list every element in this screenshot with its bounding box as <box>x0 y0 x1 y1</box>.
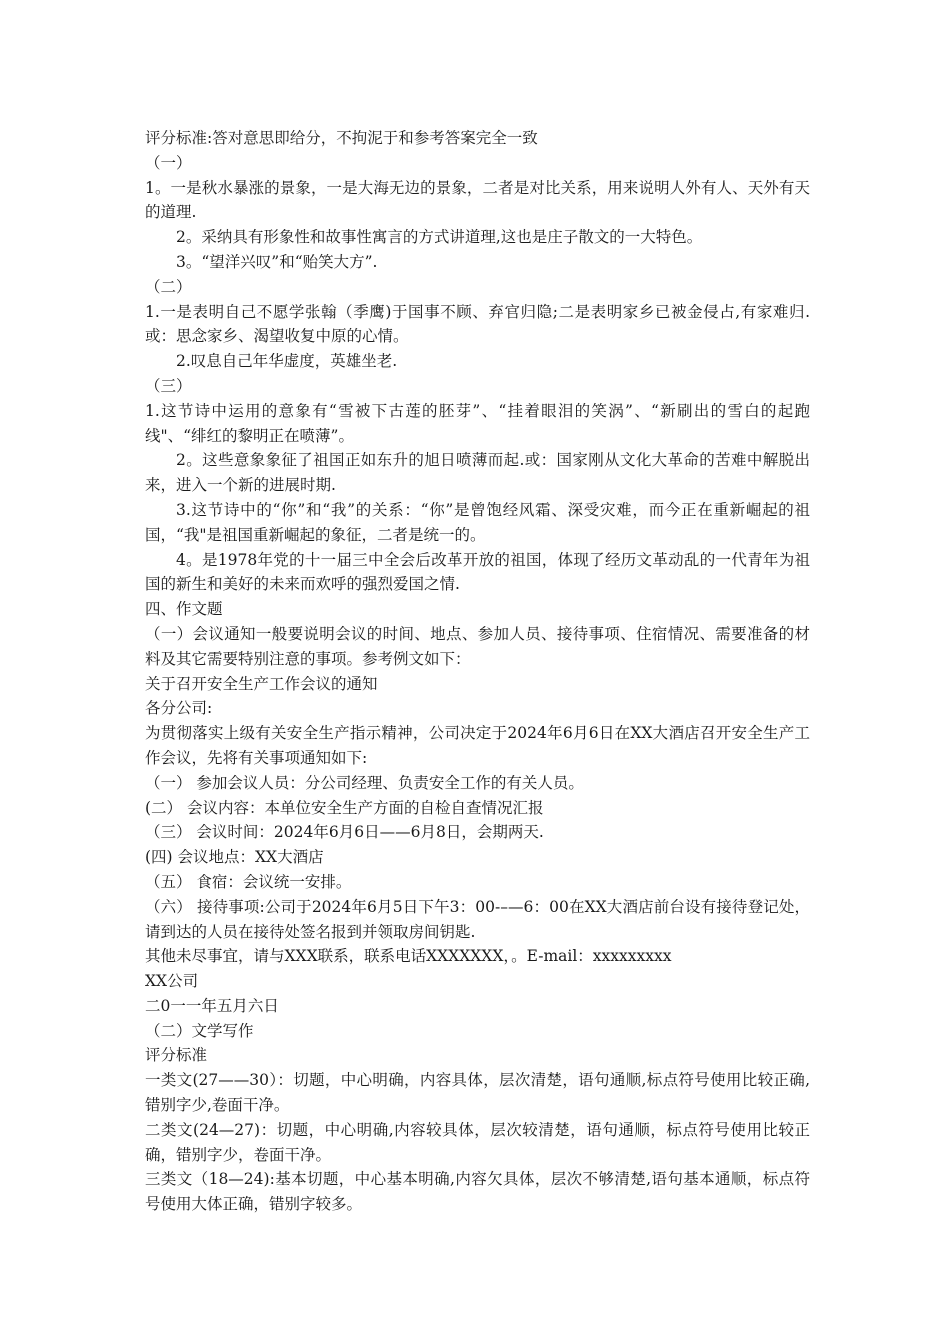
notice-intro: 为贯彻落实上级有关安全生产指示精神，公司决定于2024年6月6日在XX大酒店召开安全生产工作会议，先将有关事项通知如下: <box>145 724 810 767</box>
answer-paragraph: （一）会议通知一般要说明会议的时间、地点、参加人员、接待事项、住宿情况、需要准备的材料及其它需要特别注意的事项。参考例文如下： <box>145 624 810 668</box>
grading-standard-heading: 评分标准 <box>145 1046 208 1065</box>
answer-paragraph: 2。这些意象象征了祖国正如东升的旭日喷薄而起.或：国家刚从文化大革命的苦难中解脱出来，进入一个新的进展时期. <box>145 451 810 495</box>
notice-salutation: 各分公司: <box>145 699 213 718</box>
notice-item: （五） 食宿：会议统一安排。 <box>145 872 352 891</box>
answer-paragraph: 2.叹息自己年华虚度，英雄坐老. <box>176 352 398 371</box>
section-heading-writing: （二）文学写作 <box>145 1021 254 1040</box>
grading-criteria-note: 评分标准:答对意思即给分，不拘泥于和参考答案完全一致 <box>145 129 538 147</box>
notice-item: (四) 会议地点：XX大酒店 <box>145 848 324 867</box>
notice-item: （六） 接待事项:公司于2024年6月5日下午3：00-–—6：00在XX大酒店前台设有接待登记处，请到达的人员在接待处签名报到并领取房间钥匙. <box>145 897 810 941</box>
notice-item: （一） 参加会议人员：分公司经理、负责安全工作的有关人员。 <box>145 773 584 792</box>
notice-item: (二） 会议内容：本单位安全生产方面的自检自查情况汇报 <box>145 798 544 817</box>
notice-date: 二0一一年五月六日 <box>145 996 279 1015</box>
answer-paragraph: 1.这节诗中运用的意象有“雪被下古莲的胚芽”、“挂着眼泪的笑涡”、“新刷出的雪白的起跑线"、“绯红的黎明正在喷薄”。 <box>145 401 810 445</box>
answer-paragraph: 3。“望洋兴叹”和“贻笑大方”. <box>176 252 378 271</box>
answer-paragraph: 1。一是秋水暴涨的景象，一是大海无边的景象，二者是对比关系，用来说明人外有人、天外有天的道理. <box>145 178 810 222</box>
grading-tier: 二类文(24—27)：切题，中心明确,内容较具体，层次较清楚，语句通顺，标点符号使用比较正确，错别字少，卷面干净。 <box>145 1120 810 1164</box>
answer-paragraph: 4。是1978年党的十一届三中全会后改革开放的祖国，体现了经历文革动乱的一代青年为祖国的新生和美好的未来而欢呼的强烈爱国之情. <box>145 550 810 594</box>
notice-contact: 其他未尽事宜，请与XXX联系，联系电话XXXXXXX，。E-mail：xxxxxxxxx <box>145 947 672 966</box>
section-heading-3: （三） <box>145 376 192 395</box>
answer-paragraph: 3.这节诗中的“你”和“我”的关系：“你”是曾饱经风霜、深受灾难，而今正在重新崛起的祖国，“我"是祖国重新崛起的象征，二者是统一的。 <box>145 500 810 544</box>
section-heading-1: （一） <box>145 153 192 172</box>
document-body <box>145 126 810 1217</box>
notice-signature: XX公司 <box>145 972 199 991</box>
answer-paragraph: 2。采纳具有形象性和故事性寓言的方式讲道理,这也是庄子散文的一大特色。 <box>176 228 703 247</box>
grading-tier: 三类文（18—24):基本切题，中心基本明确,内容欠具体，层次不够清楚,语句基本通顺，标点符号使用大体正确，错别字较多。 <box>145 1170 810 1214</box>
answer-paragraph: 1.一是表明自己不愿学张翰（季鹰)于国事不顾、弃官归隐;二是表明家乡已被金侵占,有家难归.或：思念家乡、渴望收复中原的心情。 <box>145 302 810 346</box>
section-heading-2: （二） <box>145 277 192 296</box>
notice-title: 关于召开安全生产工作会议的通知 <box>145 674 378 693</box>
notice-item: （三） 会议时间：2024年6月6日——6月8日，会期两天. <box>145 823 544 842</box>
section-heading-essay: 四、作文题 <box>145 600 223 619</box>
grading-tier: 一类文(27——30）：切题，中心明确，内容具体，层次清楚，语句通顺,标点符号使用比较正确,错别字少,卷面干净。 <box>145 1071 810 1115</box>
